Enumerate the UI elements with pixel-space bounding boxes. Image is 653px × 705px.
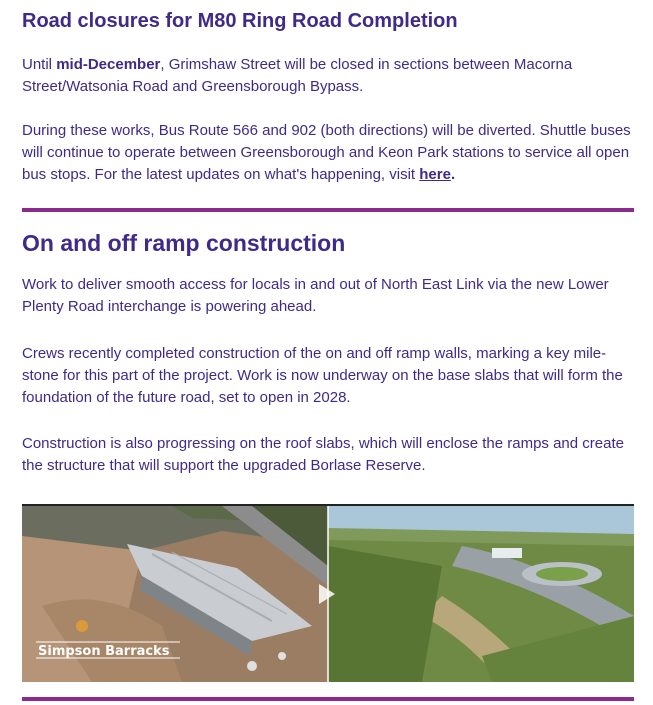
ramps-paragraph-2: Crews recently completed construction of the on and off ramp walls, marking a key mile-stone for this part of the project. Work is now underway on the base slabs that will form the foundation of the future road, set to open in 2028. <box>22 345 623 406</box>
ramp-construction-heading: On and off ramp construction <box>22 230 346 256</box>
here-link[interactable]: here <box>419 166 451 183</box>
closures-p2-text: During these works, Bus Route 566 and 902 (both directions) will be diverted. Shuttle buses will continue to operate between Greensborough and Keon Park stations to service all open bus stops. For the latest updates on what's happening, visit <box>22 122 631 183</box>
section-divider <box>22 208 634 212</box>
closures-paragraph-2 <box>22 120 634 186</box>
photo-caption: Simpson Barracks <box>38 644 170 659</box>
closures-p1-bold: mid-December <box>56 56 161 73</box>
closures-p2-period: . <box>450 166 456 183</box>
landscape-render-photo <box>328 506 634 682</box>
ramps-paragraph-1: Work to deliver smooth access for locals in and out of North East Link via the new Lower Plenty Road interchange is powering ahead. <box>22 276 609 315</box>
road-closures-heading: Road closures for M80 Ring Road Completion <box>22 10 458 32</box>
closures-p1-text-end: , Grimshaw Street will be closed in sections between Macorna Street/Watsonia Road and Greensborough Bypass. <box>22 56 573 95</box>
section-divider-bottom <box>22 697 634 701</box>
closures-p1-text: Until <box>22 56 57 73</box>
closures-paragraph-1 <box>22 54 634 98</box>
ramps-paragraph-3: Construction is also progressing on the roof slabs, which will enclose the ramps and create the structure that will support the upgraded Borlase Reserve. <box>22 435 624 474</box>
construction-video-thumbnail[interactable] <box>22 504 634 682</box>
